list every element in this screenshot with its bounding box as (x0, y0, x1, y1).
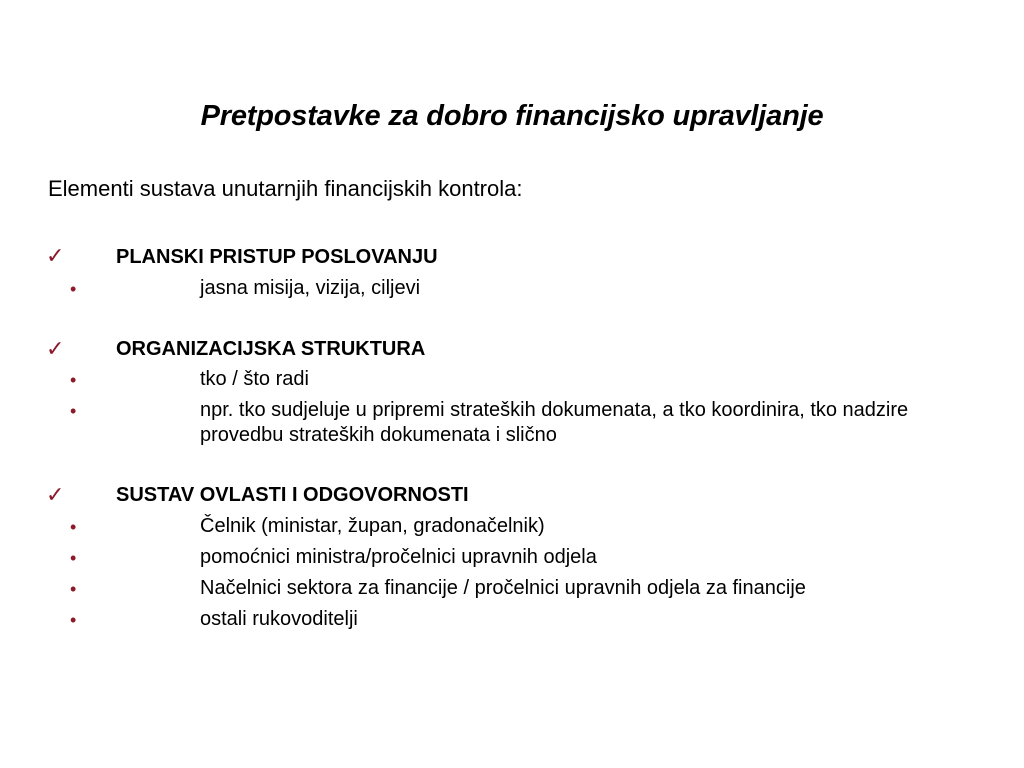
list-item: npr. tko sudjeluje u pripremi strateških dokumenata, a tko koordinira, tko nadzire provedbu strateških dokumenata i slično (200, 399, 909, 446)
bullet-icon: • (70, 579, 77, 599)
list-item: tko / što radi (200, 368, 309, 390)
checkmark-icon: ✓ (46, 336, 65, 361)
list-item: pomoćnici ministra/pročelnici upravnih odjela (200, 546, 597, 568)
section-heading-sustav: SUSTAV OVLASTI I ODGOVORNOSTI (116, 484, 469, 506)
bullet-icon: • (70, 401, 77, 421)
bullet-icon: • (70, 279, 77, 299)
bullet-icon: • (70, 370, 77, 390)
bullet-icon: • (70, 548, 77, 568)
checkmark-icon: ✓ (46, 482, 65, 507)
section-heading-planski: PLANSKI PRISTUP POSLOVANJU (116, 246, 438, 268)
list-item: jasna misija, vizija, ciljevi (200, 277, 421, 299)
list-item: Čelnik (ministar, župan, gradonačelnik) (200, 515, 545, 537)
list-item: Načelnici sektora za financije / pročelnici upravnih odjela za financije (200, 577, 806, 599)
list-item: ostali rukovoditelji (200, 608, 358, 630)
intro-text: Elementi sustava unutarnjih financijskih kontrola: (48, 176, 523, 201)
section-heading-organizacijska: ORGANIZACIJSKA STRUKTURA (116, 338, 426, 360)
slide-title: Pretpostavke za dobro financijsko upravljanje (200, 100, 824, 132)
bullet-icon: • (70, 610, 77, 630)
checkmark-icon: ✓ (46, 243, 65, 268)
bullet-icon: • (70, 517, 77, 537)
